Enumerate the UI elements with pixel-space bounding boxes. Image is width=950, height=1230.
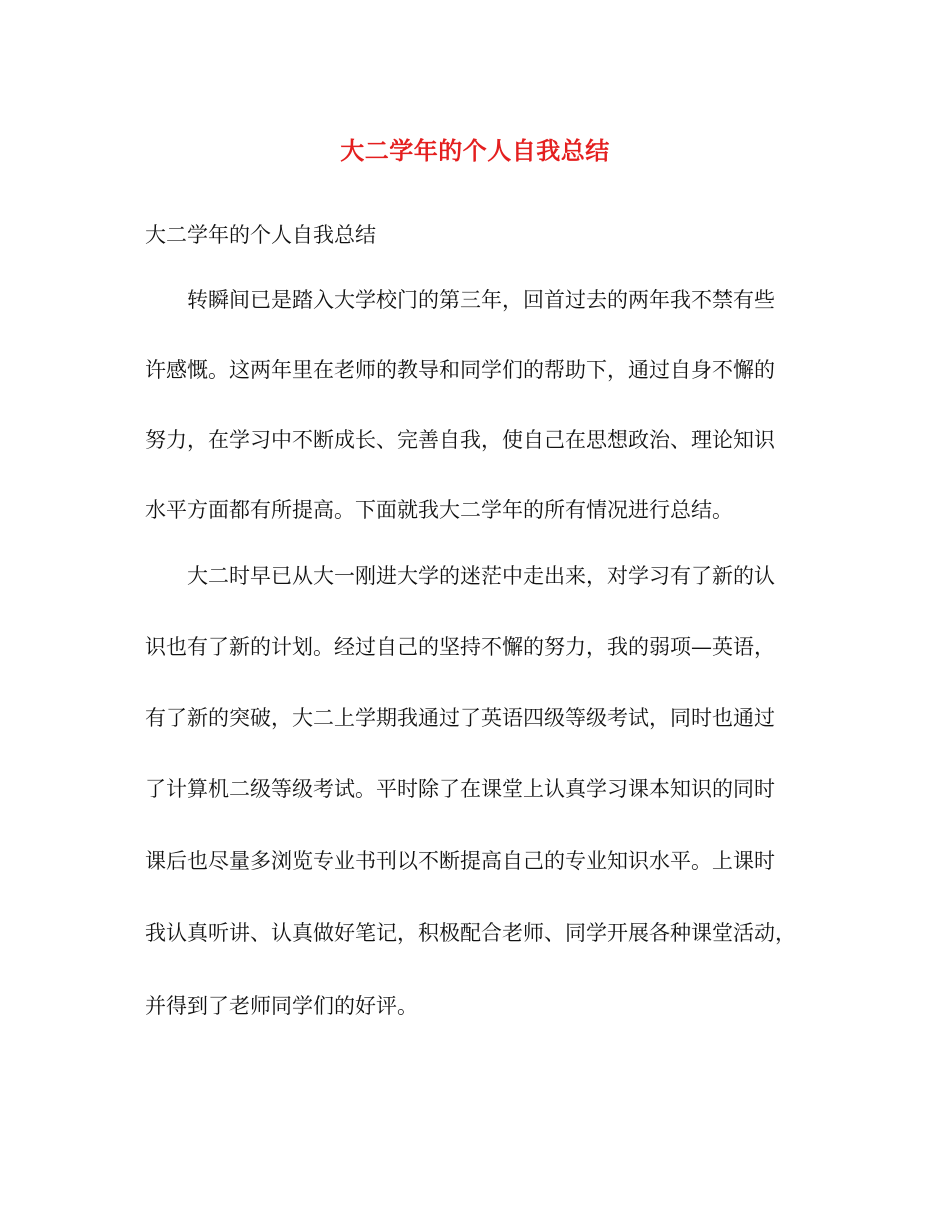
paragraph-line: 努力，在学习中不断成长、完善自我，使自己在思想政治、理论知识 [145, 428, 775, 452]
paragraph-line: 了计算机二级等级考试。平时除了在课堂上认真学习课本知识的同时 [145, 777, 775, 801]
paragraph-line: 大二时早已从大一刚进大学的迷茫中走出来，对学习有了新的认 [187, 564, 775, 588]
document-subtitle: 大二学年的个人自我总结 [145, 223, 376, 247]
paragraph-line: 许感慨。这两年里在老师的教导和同学们的帮助下，通过自身不懈的 [145, 358, 775, 382]
paragraph-line: 水平方面都有所提高。下面就我大二学年的所有情况进行总结。 [145, 498, 733, 522]
paragraph-line: 课后也尽量多浏览专业书刊以不断提高自己的专业知识水平。上课时 [145, 849, 775, 873]
paragraph-line: 并得到了老师同学们的好评。 [145, 994, 418, 1018]
document-title: 大二学年的个人自我总结 [340, 136, 610, 165]
paragraph-line: 我认真听讲、认真做好笔记，积极配合老师、同学开展各种课堂活动， [145, 921, 796, 945]
paragraph-line: 转瞬间已是踏入大学校门的第三年，回首过去的两年我不禁有些 [187, 288, 775, 312]
paragraph-line: 有了新的突破，大二上学期我通过了英语四级等级考试，同时也通过 [145, 706, 775, 730]
paragraph-line: 识也有了新的计划。经过自己的坚持不懈的努力，我的弱项—英语， [145, 635, 775, 659]
